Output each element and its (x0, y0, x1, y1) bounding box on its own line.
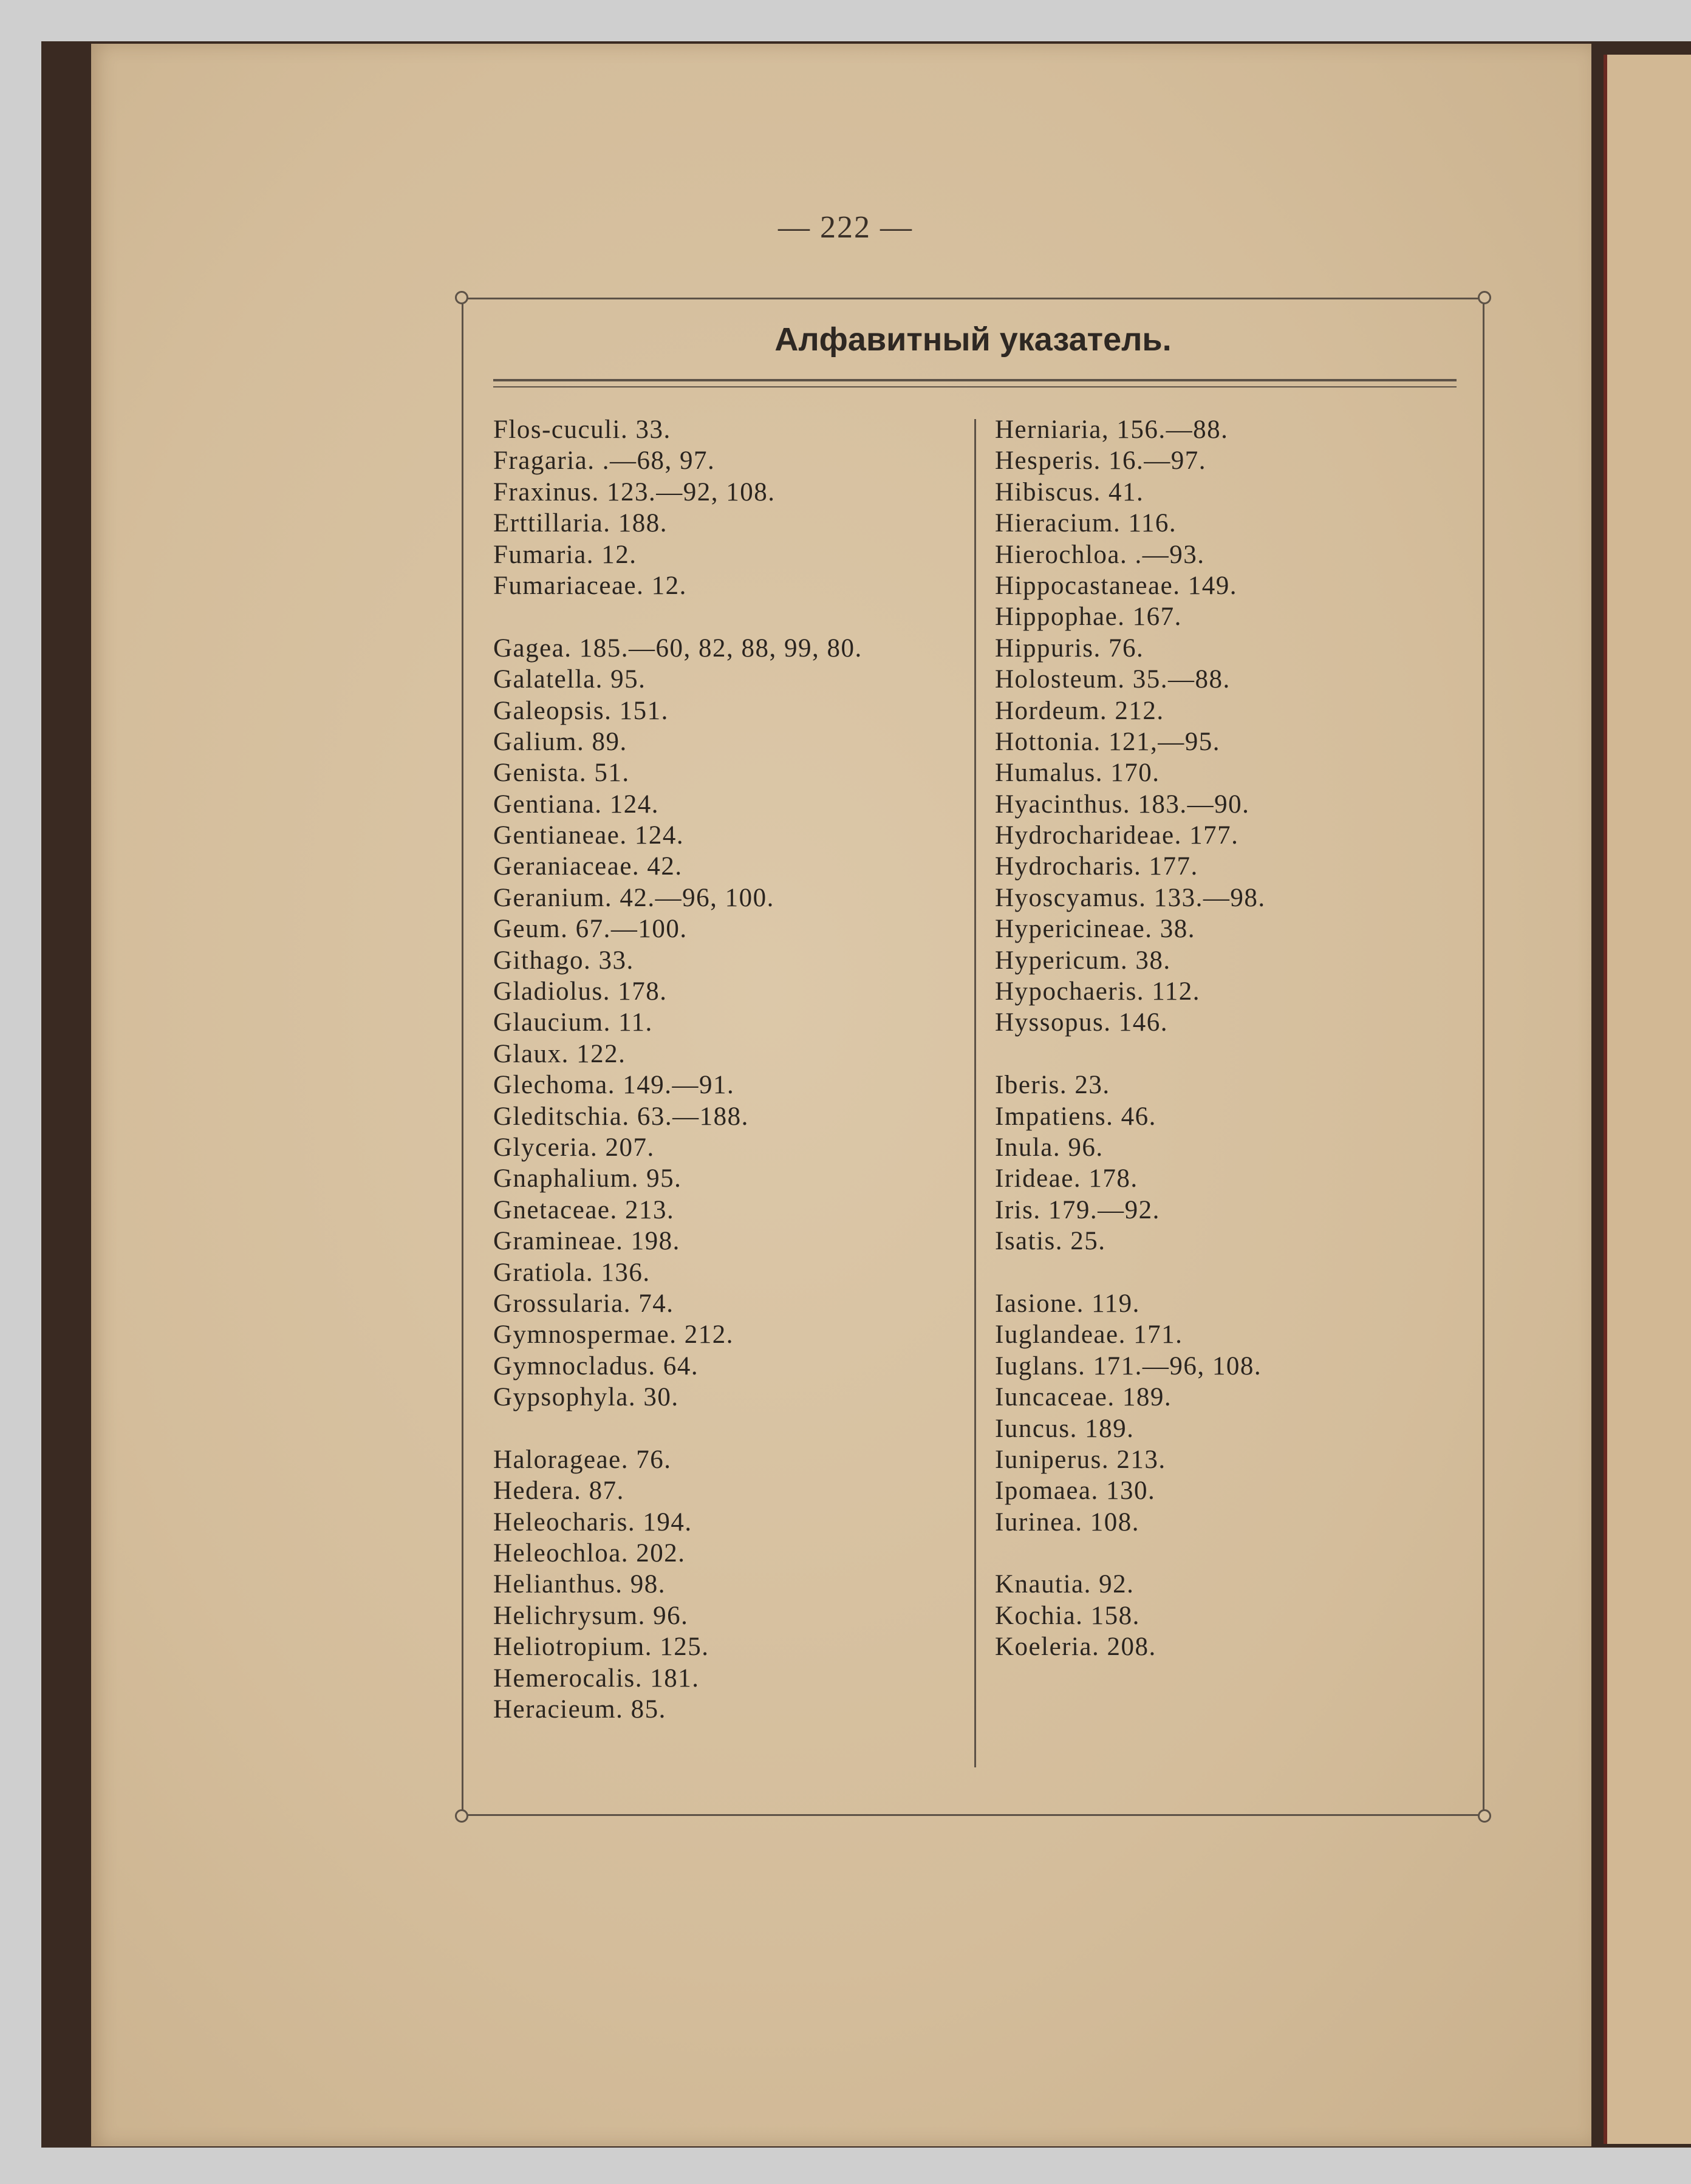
index-entry: Iuncaceae. 189. (995, 1383, 1172, 1412)
index-entry: Hordeum. 212. (995, 696, 1164, 725)
index-entry: Hyacinthus. 183.—90. (995, 790, 1250, 819)
index-entry: Iberis. 23. (995, 1071, 1110, 1100)
index-entry: Irideae. 178. (995, 1164, 1138, 1193)
index-entry: Gnaphalium. 95. (493, 1164, 682, 1193)
page-title: Алфавитный указатель. (774, 321, 1172, 358)
index-entry: Gleditschia. 63.—188. (493, 1102, 749, 1131)
index-entry: Iuncus. 189. (995, 1414, 1135, 1443)
group-spacer (493, 1413, 967, 1444)
index-entry: Gymnocladus. 64. (493, 1351, 699, 1380)
index-entry: Hesperis. 16.—97. (995, 446, 1206, 476)
index-entry: Heleocharis. 194. (493, 1507, 692, 1537)
frame-corner-top-right (1478, 291, 1491, 304)
index-entry: Humalus. 170. (995, 759, 1160, 788)
column-divider (974, 419, 976, 1767)
index-entry: Hippophae. 167. (995, 602, 1182, 632)
index-entry: Gladiolus. 178. (493, 977, 668, 1006)
index-entry: Hemerocalis. 181. (493, 1664, 700, 1693)
index-entry: Hibiscus. 41. (995, 477, 1144, 507)
frame-corner-top-left (455, 291, 468, 304)
index-entry: Knautia. 92. (995, 1570, 1135, 1599)
group-spacer (995, 1039, 1481, 1070)
index-entry: Halorageae. 76. (493, 1445, 672, 1474)
index-entry: Hypericum. 38. (995, 946, 1171, 975)
index-entry: Impatiens. 46. (995, 1102, 1156, 1131)
index-entry: Koeleria. 208. (995, 1633, 1156, 1662)
frame-corner-bottom-right (1478, 1809, 1491, 1823)
index-entry: Gentianeae. 124. (493, 821, 685, 850)
index-entry: Glechoma. 149.—91. (493, 1071, 735, 1100)
index-entry: Glyceria. 207. (493, 1133, 655, 1162)
index-entry: Hippuris. 76. (995, 633, 1144, 663)
index-entry: Iuniperus. 213. (995, 1445, 1166, 1474)
title-rule-thin (493, 386, 1457, 387)
title-rule-thick (493, 379, 1457, 381)
index-entry: Hedera. 87. (493, 1476, 624, 1506)
adjacent-page-edge (1604, 55, 1691, 2144)
index-entry: Iurinea. 108. (995, 1507, 1140, 1537)
index-entry: Iasione. 119. (995, 1289, 1140, 1318)
index-entry: Fraxinus. 123.—92, 108. (493, 477, 776, 507)
index-entry: Isatis. 25. (995, 1227, 1106, 1256)
group-spacer (995, 1538, 1481, 1569)
index-entry: Hottonia. 121,—95. (995, 727, 1220, 756)
index-entry: Heliotropium. 125. (493, 1633, 709, 1662)
index-entry: Gramineae. 198. (493, 1227, 680, 1256)
index-column-left (493, 414, 967, 1725)
index-entry: Heleochloa. 202. (493, 1539, 686, 1568)
index-entry: Geranium. 42.—96, 100. (493, 883, 774, 912)
index-entry: Glaucium. 11. (493, 1008, 653, 1037)
index-entry: Ipomaea. 130. (995, 1476, 1156, 1506)
index-entry: Erttillaria. 188. (493, 509, 668, 538)
index-entry: Gymnospermae. 212. (493, 1320, 734, 1350)
index-entry: Hydrocharis. 177. (995, 852, 1198, 881)
index-entry: Fragaria. .—68, 97. (493, 446, 716, 476)
frame-corner-bottom-left (455, 1809, 468, 1823)
page-number: — 222 — (778, 210, 913, 245)
index-entry: Herniaria, 156.—88. (995, 415, 1229, 444)
index-entry: Iris. 179.—92. (995, 1195, 1160, 1224)
index-entry: Gnetaceae. 213. (493, 1195, 675, 1224)
index-entry: Hierochloa. .—93. (995, 540, 1205, 569)
index-entry: Holosteum. 35.—88. (995, 665, 1231, 694)
group-spacer (995, 1257, 1481, 1288)
index-entry: Inula. 96. (995, 1133, 1104, 1162)
index-entry: Helianthus. 98. (493, 1570, 666, 1599)
index-column-right (995, 414, 1481, 1663)
index-entry: Hyssopus. 146. (995, 1008, 1169, 1037)
index-entry: Hieracium. 116. (995, 509, 1177, 538)
index-entry: Hippocastaneae. 149. (995, 571, 1237, 600)
index-entry: Gagea. 185.—60, 82, 88, 99, 80. (493, 633, 863, 663)
index-entry: Galium. 89. (493, 727, 627, 756)
index-entry: Glaux. 122. (493, 1039, 626, 1068)
index-entry: Heracieum. 85. (493, 1695, 666, 1724)
index-entry: Iuglans. 171.—96, 108. (995, 1351, 1262, 1380)
index-entry: Helichrysum. 96. (493, 1601, 689, 1630)
index-entry: Genista. 51. (493, 759, 630, 788)
index-entry: Hyoscyamus. 133.—98. (995, 883, 1266, 912)
index-entry: Fumariaceae. 12. (493, 571, 687, 600)
index-entry: Kochia. 158. (995, 1601, 1140, 1630)
group-spacer (493, 601, 967, 632)
index-entry: Fumaria. 12. (493, 540, 637, 569)
index-entry: Geum. 67.—100. (493, 915, 688, 944)
index-entry: Flos-cuculi. 33. (493, 415, 671, 444)
index-entry: Geraniaceae. 42. (493, 852, 683, 881)
index-entry: Hydrocharideae. 177. (995, 821, 1239, 850)
index-entry: Iuglandeae. 171. (995, 1320, 1183, 1350)
index-entry: Githago. 33. (493, 946, 634, 975)
index-entry: Galeopsis. 151. (493, 696, 669, 725)
index-entry: Galatella. 95. (493, 665, 646, 694)
index-entry: Gratiola. 136. (493, 1258, 651, 1287)
index-entry: Gypsophyla. 30. (493, 1383, 679, 1412)
index-entry: Gentiana. 124. (493, 790, 659, 819)
index-entry: Grossularia. 74. (493, 1289, 674, 1318)
index-entry: Hypochaeris. 112. (995, 977, 1200, 1006)
index-entry: Hypericineae. 38. (995, 915, 1195, 944)
